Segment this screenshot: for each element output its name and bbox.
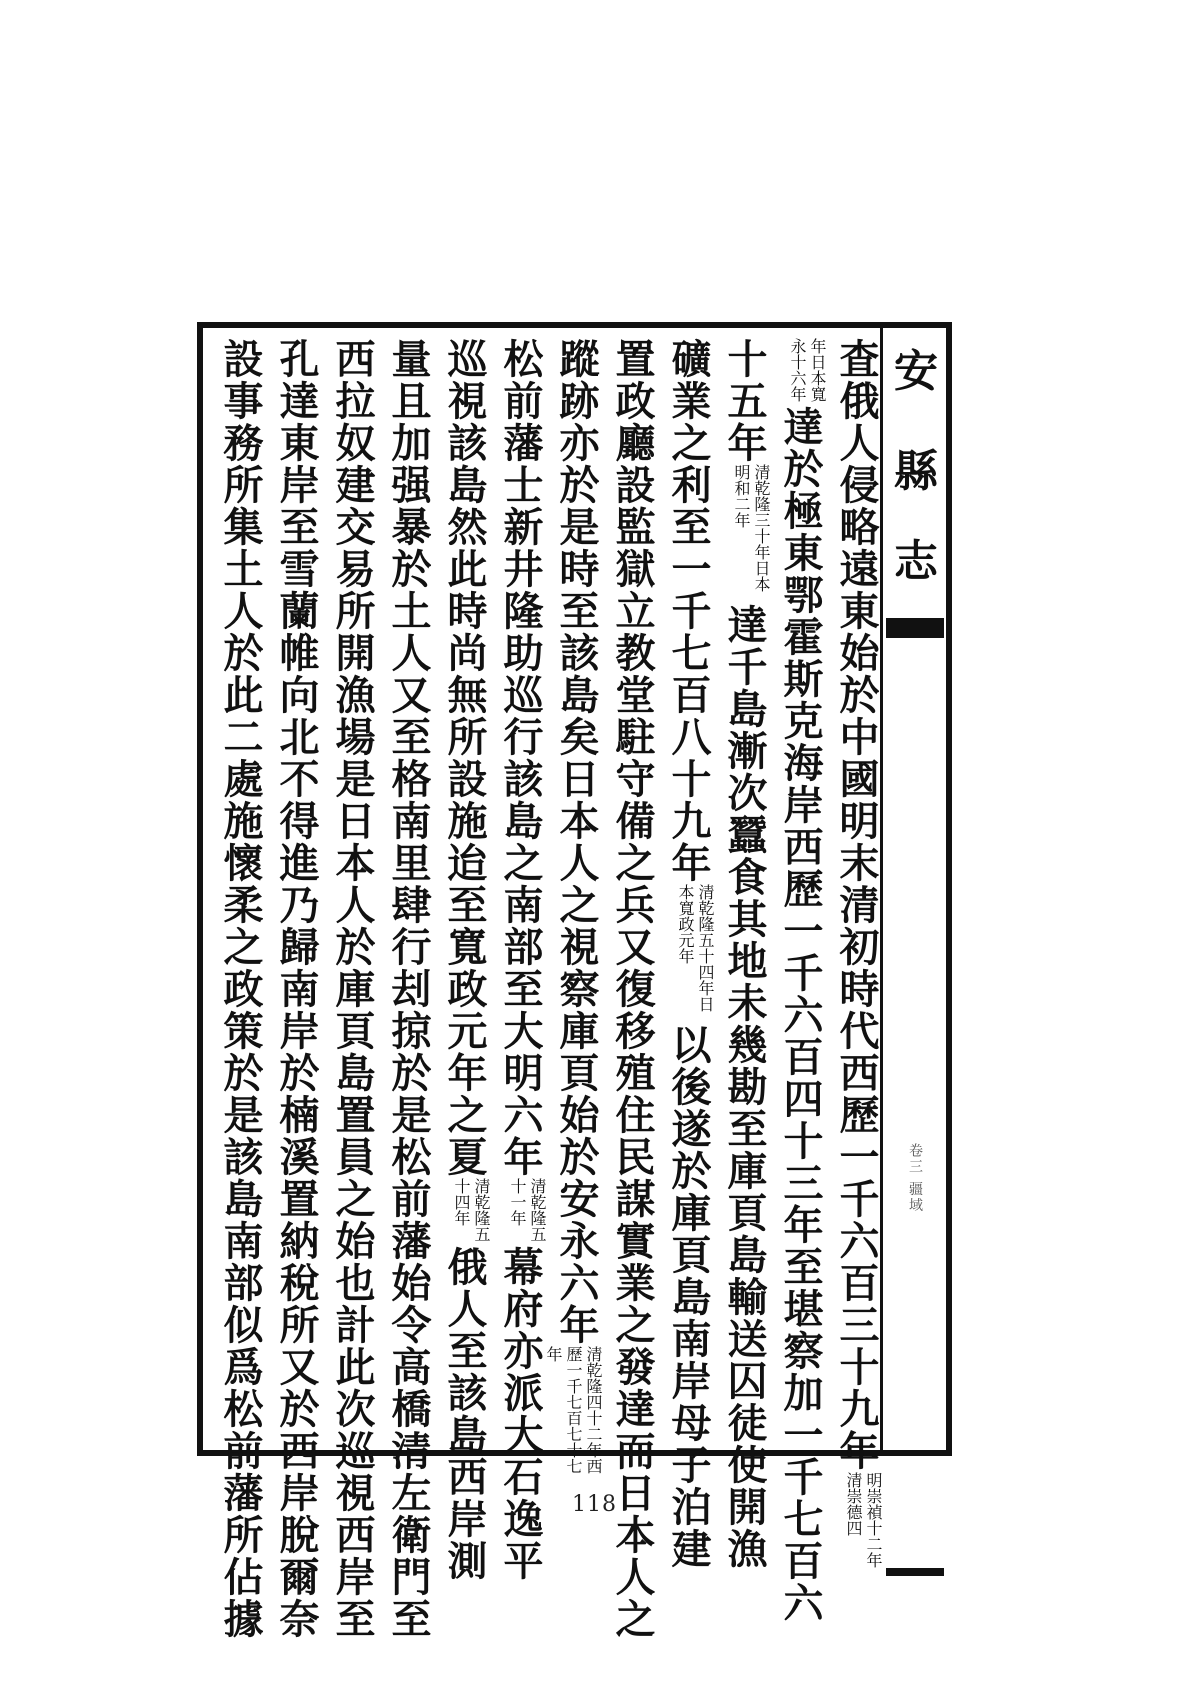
- column-text: 以後遂於庫頁島南岸母子泊建: [665, 1024, 712, 1570]
- column-text: 孔達東岸至雪蘭帷向北不得進乃歸南岸於楠溪置納稅所又於西岸脫爾奈: [273, 338, 320, 1640]
- text-column-6: [544, 338, 603, 1474]
- column-note: 清乾隆三十年日本明和二年: [732, 464, 771, 592]
- text-column-10: [325, 338, 379, 1640]
- column-text: 設事務所集土人於此二處施懷柔之政策於是該島南部似爲松前藩所佔據: [217, 338, 264, 1640]
- column-text: 置政廳設監獄立教堂駐守備之兵又復移殖住民謀實業之發達而日本人之: [609, 338, 656, 1640]
- text-column-9: [381, 338, 435, 1640]
- title-char-3: 志: [894, 536, 938, 587]
- text-column-8: [437, 338, 491, 1582]
- column-text: 西拉奴建交易所開漁場是日本人於庫頁島置員之始也計此次巡視西岸至: [329, 338, 376, 1640]
- column-text: 達千島漸次蠶食其地未幾勘至庫頁島輸送囚徒使開漁: [721, 604, 768, 1570]
- margin-mark: 卷三 疆域: [907, 1142, 923, 1214]
- column-text: 俄人至該島西岸測: [441, 1246, 488, 1582]
- column-note: 年日本寬永十六年: [788, 338, 827, 402]
- text-column-1: [829, 338, 883, 1568]
- column-text: 松前藩士新井隆助巡行該島之南部至大明六年: [497, 338, 544, 1178]
- title-black-tab: [886, 618, 944, 638]
- column-text: 蹤跡亦於是時至該島矣日本人之視察庫頁始於安永六年: [553, 338, 600, 1346]
- column-text: 量且加强暴於土人又至格南里肆行刦掠於是松前藩始令高橋清左衛門至: [385, 338, 432, 1640]
- text-column-5: [605, 338, 659, 1640]
- column-text: 十五年: [721, 338, 768, 464]
- column-text: 礦業之利至一千七百八十九年: [665, 338, 712, 884]
- text-column-2: [773, 338, 827, 1624]
- text-column-7: [493, 338, 547, 1582]
- column-text: 達於極東鄂霍斯克海岸西歷一千六百四十三年至堪察加一千七百六: [777, 406, 824, 1624]
- column-text: 幕府亦派大石逸平: [497, 1246, 544, 1582]
- title-char-2: 縣: [894, 446, 938, 497]
- column-note: 清乾隆五十四年: [452, 1178, 491, 1242]
- title-char-1: 安: [894, 346, 938, 397]
- column-note: 清乾隆五十一年: [508, 1178, 547, 1242]
- margin-bar: [886, 1568, 944, 1576]
- column-note: 清乾隆五十四年日本寬政元年: [676, 884, 715, 1012]
- column-text: 巡視該島然此時尚無所設施迨至寬政元年之夏: [441, 338, 488, 1178]
- text-column-11: [269, 338, 323, 1640]
- text-column-4: [661, 338, 715, 1570]
- column-note: 明崇禎十二年清崇德四: [844, 1472, 883, 1568]
- column-text: 査俄人侵略遠東始於中國明末清初時代西歷一千六百三十九年: [833, 338, 880, 1472]
- text-column-12: [213, 338, 267, 1640]
- text-column-3: [717, 338, 771, 1570]
- page-number: 118: [572, 1492, 617, 1517]
- title-strip: [880, 328, 946, 1450]
- column-note: 清乾隆四十二年西歷一千七百七十七年: [544, 1346, 603, 1474]
